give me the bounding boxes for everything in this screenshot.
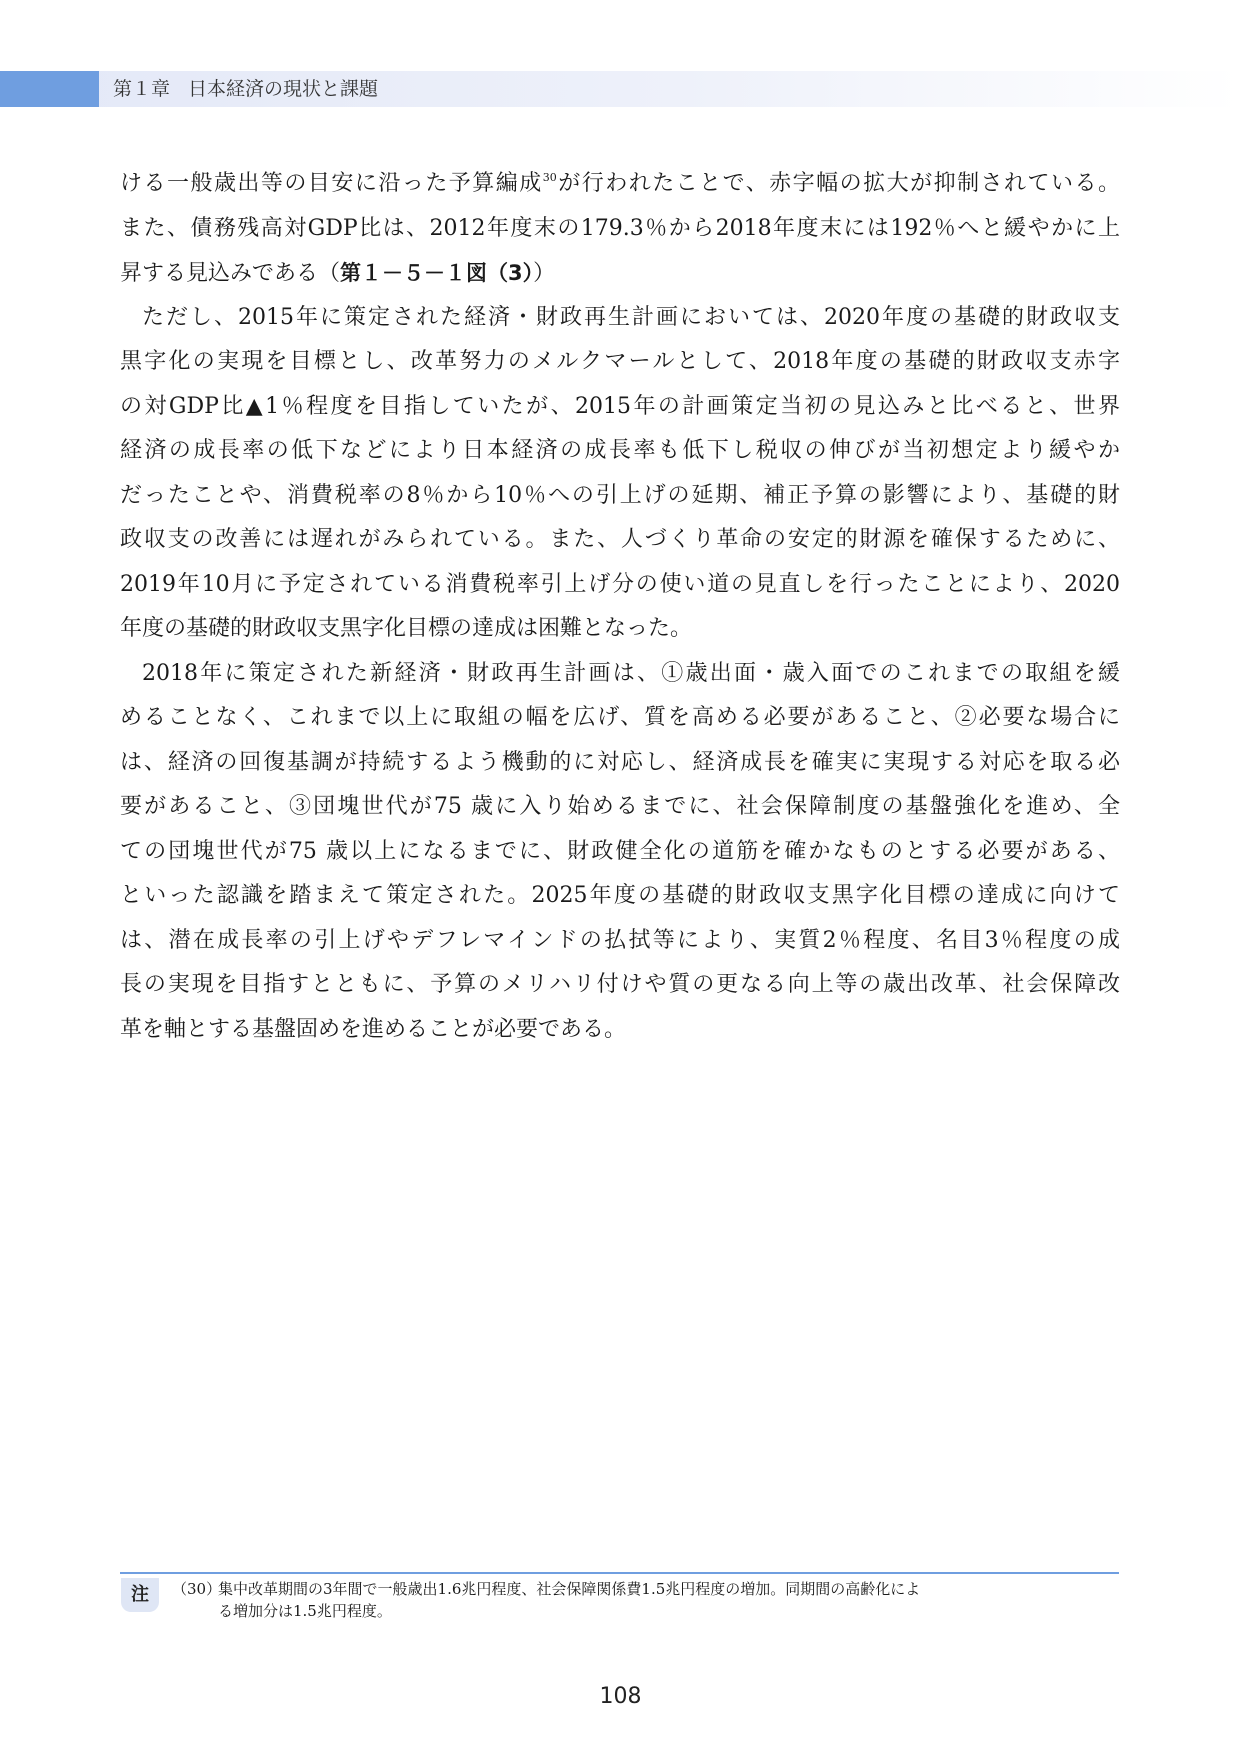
footnote-ref[interactable]: 30 (542, 171, 557, 184)
text-line: 年度の基礎的財政収支黒字化目標の達成は困難となった。 (120, 616, 693, 641)
text-line: ての団塊世代が75 歳以上になるまでに、財政健全化の道筋を確かなものとする必要がある、 (120, 838, 1120, 864)
paragraph-3 (120, 652, 1120, 1053)
chapter-title: 日本経済の現状と課題 (188, 78, 379, 100)
page-number: 108 (599, 1684, 642, 1709)
text-line: 経済の成長率の低下などにより日本経済の成長率も低下し税収の伸びが当初想定より緩やか (120, 438, 1120, 463)
chapter-header (113, 71, 378, 107)
text-line: 昇する見込みである（第１－５－１図（3）） (120, 261, 556, 286)
text-line: 政収支の改善には遅れがみられている。また、人づくり革命の安定的財源を確保するために、 (120, 527, 1120, 552)
text-line: 2019年10月に予定されている消費税率引上げ分の使い道の見直しを行ったことにより、2020 (120, 571, 1120, 597)
text-line: は、経済の回復基調が持続するよう機動的に対応し、経済成長を確実に実現する対応を取る必 (120, 749, 1120, 775)
footnote-line: る増加分は1.5兆円程度。 (218, 1602, 392, 1620)
footnote-number: （30） (172, 1580, 222, 1598)
text-line: といった認識を踏まえて策定された。2025年度の基礎的財政収支黒字化目標の達成に向けて (120, 883, 1120, 908)
text-line: は、潜在成長率の引上げやデフレマインドの払拭等により、実質2％程度、名目3％程度の成 (120, 927, 1120, 953)
chapter-header-tab (0, 71, 99, 107)
text-line: めることなく、これまで以上に取組の幅を広げ、質を高める必要があること、②必要な場合に (120, 705, 1120, 730)
footnote-divider (120, 1572, 1119, 1574)
body-text (120, 162, 1120, 1052)
text-line: の対GDP比▲1％程度を目指していたが、2015年の計画策定当初の見込みと比べると、世界 (120, 393, 1120, 419)
text-line: だったことや、消費税率の8％から10％への引上げの延期、補正予算の影響により、基礎的財 (120, 482, 1120, 508)
footnote-text (218, 1578, 1118, 1622)
text-line: 革を軸とする基盤固めを進めることが必要である。 (120, 1016, 627, 1042)
paragraph-2 (120, 296, 1120, 652)
figure-reference[interactable]: 第１－５－１図（3） (340, 261, 534, 285)
text-line: ける一般歳出等の目安に沿った予算編成$^{30}$が行われたことで、赤字幅の拡大が抑制されている。 (120, 171, 1120, 196)
footnote-line: 集中改革期間の3年間で一般歳出1.6兆円程度、社会保障関係費1.5兆円程度の増加。同期間の高齢化によ (218, 1580, 921, 1598)
text-line: また、債務残高対GDP比は、2012年度末の179.3％から2018年度末には192％へと緩やかに上 (120, 215, 1120, 241)
text-line: 2018年に策定された新経済・財政再生計画は、①歳出面・歳入面でのこれまでの取組を緩 (142, 660, 1120, 686)
text-line: ただし、2015年に策定された経済・財政再生計画においては、2020年度の基礎的財政収支 (142, 304, 1120, 330)
chapter-number: 第１章 (113, 78, 171, 100)
text-line: 長の実現を目指すとともに、予算のメリハリ付けや質の更なる向上等の歳出改革、社会保障改 (120, 972, 1120, 997)
text-line: 黒字化の実現を目標とし、改革努力のメルクマールとして、2018年度の基礎的財政収支赤字 (120, 349, 1120, 374)
footnote-badge: 注 (121, 1578, 159, 1612)
text-line: 要があること、③団塊世代が75 歳に入り始めるまでに、社会保障制度の基盤強化を進め、全 (120, 794, 1120, 819)
paragraph-1 (120, 162, 1120, 296)
